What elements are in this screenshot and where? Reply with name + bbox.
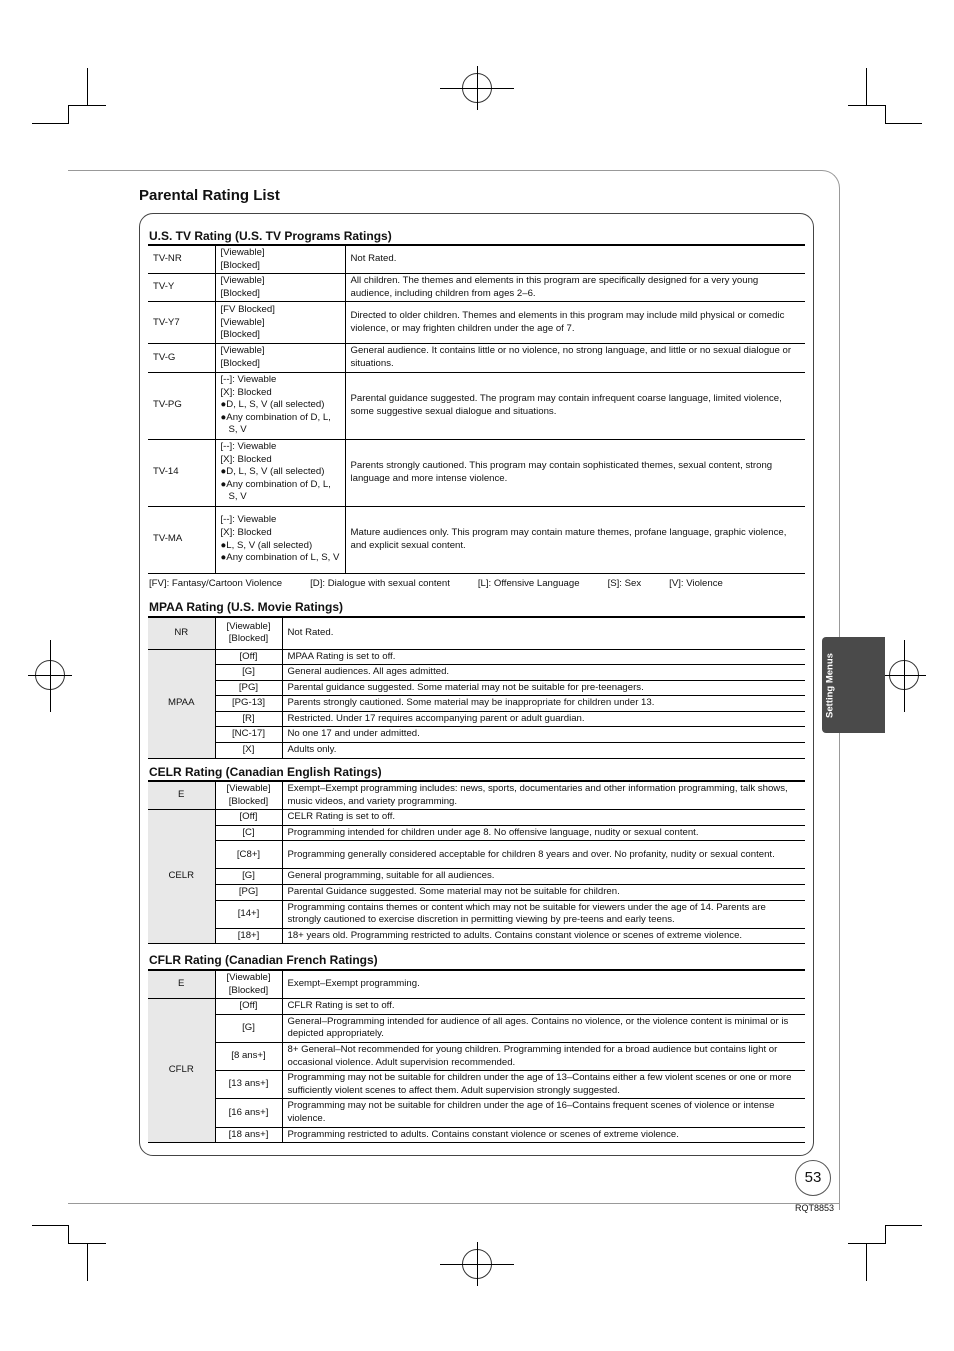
table-row [148, 506, 805, 573]
option-line: ●Any combination of L, S, V [220, 552, 340, 564]
rating-options [215, 302, 345, 344]
rating-description: Parental guidance suggested. Some material may not be suitable for pre-teenagers. [282, 680, 805, 696]
option-line: [X]: Blocked [220, 526, 272, 538]
table-row [148, 680, 805, 696]
us-tv-table [148, 244, 805, 574]
option-line: [Viewable] [220, 247, 265, 258]
rating-description: Not Rated. [282, 617, 805, 649]
table-row [148, 302, 805, 344]
rating-options [215, 439, 345, 506]
rating-description: Parental guidance suggested. The program may contain infrequent coarse language, limited violence, some suggestive sexual dialogue and situations. [345, 372, 805, 439]
rating-description: General programming, suitable for all audiences. [282, 869, 805, 885]
table-row [148, 884, 805, 900]
option-line: ●D, L, S, V (all selected) [220, 466, 325, 478]
rating-options: [8 ans+] [215, 1042, 282, 1070]
table-row [148, 970, 805, 999]
rating-options: [G] [215, 665, 282, 681]
option-line: ●L, S, V (all selected) [220, 539, 313, 551]
rating-options: [Off] [215, 810, 282, 826]
rating-code: TV-Y [148, 274, 215, 302]
table-row [148, 1071, 805, 1099]
rating-description: Parents strongly cautioned. Some material may be inappropriate for children under 13. [282, 696, 805, 712]
rating-description: Parental Guidance suggested. Some material may not be suitable for children. [282, 884, 805, 900]
table-row [148, 900, 805, 928]
table-row [148, 274, 805, 302]
cflr-table [148, 969, 805, 1143]
cflr-section-title: CFLR Rating (Canadian French Ratings) [149, 953, 378, 967]
us-tv-legend [149, 578, 751, 589]
table-row [148, 781, 805, 810]
rating-description: Programming generally considered acceptable for children 8 years and over. No profanity, nudity or sexual content. [282, 841, 805, 869]
rating-description: CFLR Rating is set to off. [282, 999, 805, 1015]
table-row [148, 711, 805, 727]
table-row [148, 696, 805, 712]
rating-options: [PG-13] [215, 696, 282, 712]
rating-options: [Off] [215, 999, 282, 1015]
rating-description: 18+ years old. Programming restricted to adults. Contains constant violence or scenes of extreme violence. [282, 928, 805, 944]
rating-group: CELR [148, 810, 215, 944]
rating-description: CELR Rating is set to off. [282, 810, 805, 826]
option-line: [--]: Viewable [220, 514, 277, 526]
table-row [148, 810, 805, 826]
rating-options: [PG] [215, 884, 282, 900]
table-row [148, 1127, 805, 1143]
rating-options [215, 274, 345, 302]
table-row [148, 372, 805, 439]
rating-options: [Off] [215, 649, 282, 665]
rating-code: E [148, 970, 215, 999]
rating-options: [Viewable] [Blocked] [215, 970, 282, 999]
rating-options: [C8+] [215, 841, 282, 869]
rating-code: NR [148, 617, 215, 649]
option-line: [X]: Blocked [220, 386, 272, 398]
rating-description: Adults only. [282, 743, 805, 759]
rating-code: TV-NR [148, 245, 215, 274]
option-line: [Blocked] [220, 287, 260, 299]
document-number: RQT8853 [795, 1203, 835, 1213]
bottom-rule [68, 1203, 840, 1204]
table-row [148, 869, 805, 885]
rating-code: TV-Y7 [148, 302, 215, 344]
rating-description: Not Rated. [345, 245, 805, 274]
rating-description: Programming restricted to adults. Contains constant violence or scenes of extreme violence. [282, 1127, 805, 1143]
rating-options: [18 ans+] [215, 1127, 282, 1143]
option-line: [Viewable] [220, 275, 265, 287]
mpaa-section-title: MPAA Rating (U.S. Movie Ratings) [149, 600, 344, 614]
table-row [148, 344, 805, 372]
table-row [148, 743, 805, 759]
legend-item: [L]: Offensive Language [477, 578, 580, 589]
rating-options [215, 245, 345, 274]
legend-item: [D]: Dialogue with sexual content [310, 578, 450, 589]
rating-options: [18+] [215, 928, 282, 944]
rating-code: TV-G [148, 344, 215, 372]
table-row [148, 1014, 805, 1042]
rating-description: Programming contains themes or content which may not be suitable for viewers under the age of 14. Parents are strongly cautioned to exercise discretion in permitting viewing by pre-teens and early teens. [282, 900, 805, 928]
rating-code: E [148, 781, 215, 810]
table-row [148, 1099, 805, 1127]
side-tab-label: Setting Menus [824, 653, 836, 718]
rating-description: Programming may not be suitable for children under the age of 13–Contains either a few violent scenes or one or more sufficiently violent scenes to affect them. Adult supervision strongly suggested. [282, 1071, 805, 1099]
table-row [148, 439, 805, 506]
option-line: [X]: Blocked [220, 453, 272, 465]
rating-group: MPAA [148, 649, 215, 758]
rating-options: [G] [215, 869, 282, 885]
rating-description: Exempt–Exempt programming. [282, 970, 805, 999]
table-row [148, 617, 805, 649]
rating-options: [R] [215, 711, 282, 727]
rating-description: Programming intended for children under age 8. No offensive language, nudity or sexual content. [282, 825, 805, 841]
rating-options: [13 ans+] [215, 1071, 282, 1099]
option-line: [Viewable] [220, 316, 265, 328]
legend-item: [V]: Violence [669, 578, 723, 589]
rating-description: 8+ General–Not recommended for young children. Programming intended for a broad audience but contains light or occasional violence. Adult supervision recommended. [282, 1042, 805, 1070]
rating-group: CFLR [148, 999, 215, 1143]
legend-item: [S]: Sex [607, 578, 642, 589]
rating-options [215, 344, 345, 372]
rating-description: MPAA Rating is set to off. [282, 649, 805, 665]
celr-table [148, 780, 805, 944]
legend-item: [FV]: Fantasy/Cartoon Violence [149, 578, 283, 589]
option-line: [--]: Viewable [220, 374, 277, 386]
rating-description: Parents strongly cautioned. This program may contain sophisticated themes, sexual content, strong language and more intense violence. [345, 439, 805, 506]
table-row [148, 245, 805, 274]
rating-options: [C] [215, 825, 282, 841]
option-line: [--]: Viewable [220, 441, 277, 453]
table-row [148, 665, 805, 681]
table-row [148, 649, 805, 665]
table-row [148, 841, 805, 869]
table-row [148, 999, 805, 1015]
rating-description: Programming may not be suitable for children under the age of 16–Contains frequent scenes of violence or intense violence. [282, 1099, 805, 1127]
rating-options [215, 506, 345, 573]
rating-code: TV-14 [148, 439, 215, 506]
table-row [148, 727, 805, 743]
rating-options: [PG] [215, 680, 282, 696]
option-line: [FV Blocked] [220, 303, 275, 315]
option-line: ●Any combination of D, L, S, V [220, 478, 331, 503]
option-line: ●D, L, S, V (all selected) [220, 399, 325, 411]
table-row [148, 1042, 805, 1070]
rating-code: TV-PG [148, 372, 215, 439]
option-line: [Blocked] [220, 329, 260, 341]
rating-description: Mature audiences only. This program may contain mature themes, profane language, graphic violence, and explicit sexual content. [345, 506, 805, 573]
page-title: Parental Rating List [139, 187, 280, 204]
rating-description: General audience. It contains little or no violence, no strong language, and little or no sexual dialogue or situations. [345, 344, 805, 372]
rating-options: [G] [215, 1014, 282, 1042]
table-row [148, 825, 805, 841]
option-line: [Viewable] [220, 345, 265, 357]
rating-description: Directed to older children. Themes and elements in this program may include mild physical or comedic violence, or may frighten children under the age of 7. [345, 302, 805, 344]
rating-description: No one 17 and under admitted. [282, 727, 805, 743]
option-line: [Blocked] [220, 259, 260, 271]
option-line: ●Any combination of D, L, S, V [220, 411, 331, 436]
us-tv-section-title: U.S. TV Rating (U.S. TV Programs Ratings) [149, 229, 392, 243]
rating-options: [NC-17] [215, 727, 282, 743]
option-line: [Blocked] [220, 357, 260, 369]
rating-options: [X] [215, 743, 282, 759]
rating-description: Restricted. Under 17 requires accompanying parent or adult guardian. [282, 711, 805, 727]
rating-options: [Viewable] [Blocked] [215, 781, 282, 810]
rating-description: General audiences. All ages admitted. [282, 665, 805, 681]
rating-options: [14+] [215, 900, 282, 928]
page-number: 53 [795, 1160, 831, 1196]
rating-options [215, 372, 345, 439]
celr-section-title: CELR Rating (Canadian English Ratings) [149, 765, 382, 779]
table-row [148, 928, 805, 944]
rating-options: [16 ans+] [215, 1099, 282, 1127]
rating-description: Exempt–Exempt programming includes: news, sports, documentaries and other information programming, talk shows, music videos, and variety programming. [282, 781, 805, 810]
mpaa-table [148, 616, 805, 759]
rating-code: TV-MA [148, 506, 215, 573]
rating-options: [Viewable] [Blocked] [215, 617, 282, 649]
rating-description: General–Programming intended for audience of all ages. Contains no violence, or the violence content is minimal or is depicted appropriately. [282, 1014, 805, 1042]
rating-description: All children. The themes and elements in this program are specifically designed for a very young audience, including children from ages 2–6. [345, 274, 805, 302]
